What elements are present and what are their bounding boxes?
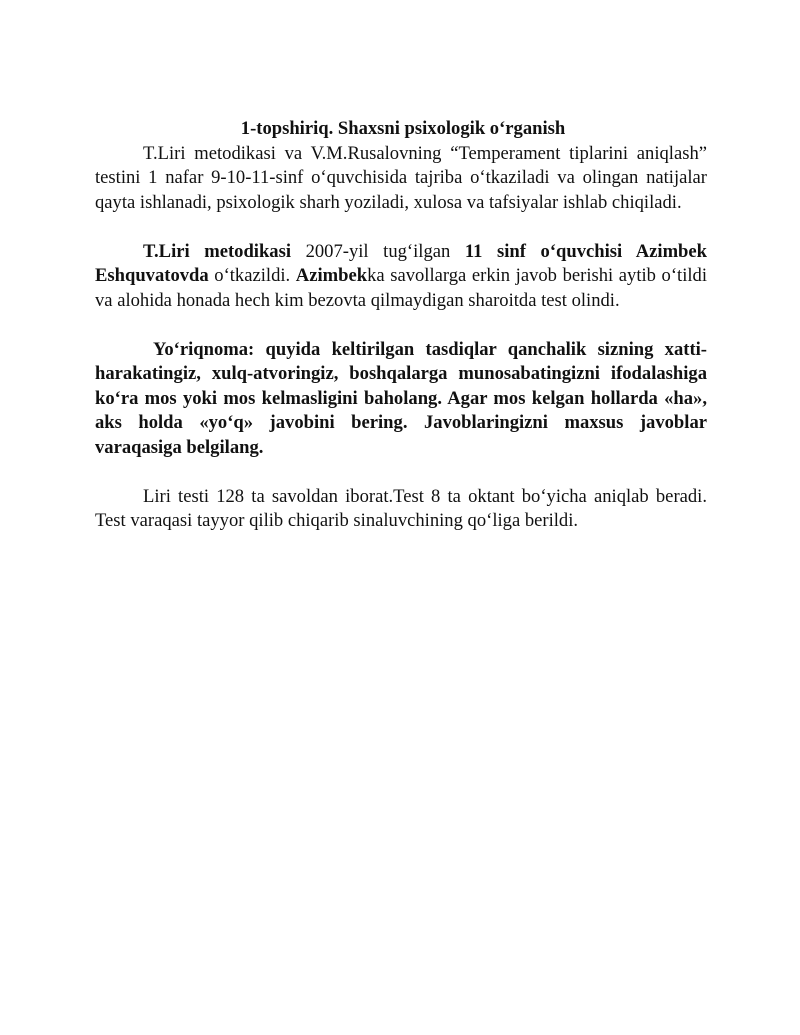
method-name: T.Liri metodikasi [143, 240, 292, 262]
intro-paragraph: T.Liri metodikasi va V.M.Rusalovning “Temperament tiplarini aniqlash” testini 1 nafar 9-10-11-sinf o‘quvchisida tajriba o‘tkaziladi va olingan natijalar qayta ishlanadi, psixologik sharh yoziladi, xulosa va tafsiyalar ishlab chiqiladi. [95, 142, 707, 213]
instruction-paragraph: Yo‘riqnoma: quyida keltirilgan tasdiqlar qanchalik sizning xatti-harakatingiz, xulq-atvoringiz, boshqalarga munosabatingizni ifodalashiga ko‘ra mos yoki mos kelmasligini baholang. Agar mos kelgan hollarda «ha», aks holda «yo‘q» javobini bering. Javoblaringizni maxsus javoblar varaqasiga belgilang. [95, 338, 707, 458]
student-first-name: Azimbek [295, 265, 368, 286]
paragraph-gap [95, 215, 707, 240]
paragraph-gap [95, 313, 707, 338]
document-title: 1-topshiriq. Shaxsni psixologik o‘rganish [240, 118, 566, 139]
method-text-c: ka savollarga erkin javob berishi aytib o‘tildi va alohida honada hech kim bezovta qilmaydigan sharoitda test olindi. [95, 265, 707, 311]
method-text-b: o‘tkazildi. [208, 265, 296, 286]
test-description-paragraph: Liri testi 128 ta savoldan iborat.Test 8 ta oktant bo‘yicha aniqlab beradi. Test varaqasi tayyor qilib chiqarib sinaluvchining qo‘liga berildi. [95, 485, 707, 531]
document-page [95, 117, 707, 534]
student-name: 11 sinf o‘quvchisi Azimbek Eshquvatovda [95, 240, 707, 286]
method-paragraph [95, 240, 707, 314]
method-text-a: 2007-yil tug‘ilgan [291, 240, 465, 262]
paragraph-gap [95, 460, 707, 485]
